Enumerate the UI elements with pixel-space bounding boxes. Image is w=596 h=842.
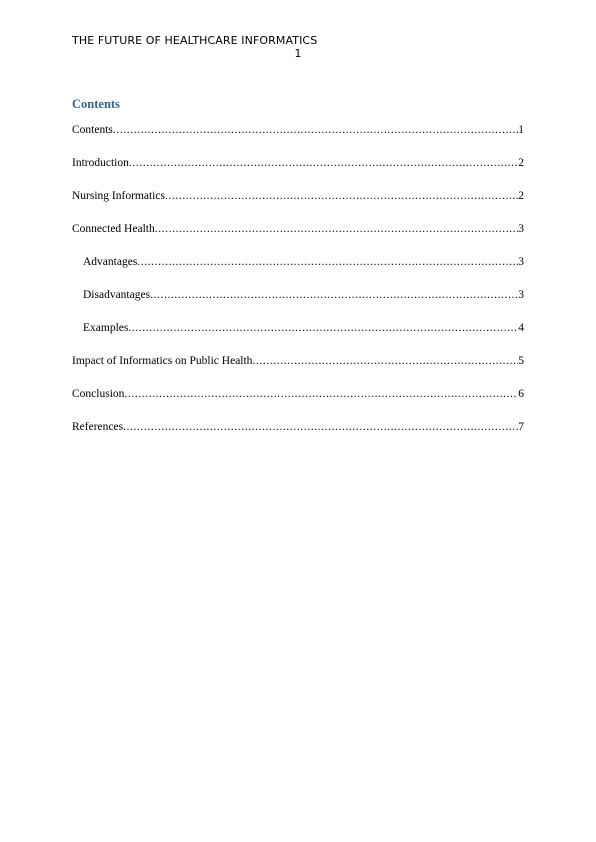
toc-entry-impact-of-informatics[interactable] xyxy=(72,355,524,388)
toc-dot-leader xyxy=(124,388,518,400)
table-of-contents xyxy=(72,124,524,454)
toc-entry-page: 4 xyxy=(518,322,524,334)
toc-entry-title: Contents xyxy=(72,124,113,136)
toc-entry-page: 3 xyxy=(518,223,524,235)
toc-entry-page: 3 xyxy=(518,256,524,268)
toc-entry-contents[interactable] xyxy=(72,124,524,157)
toc-entry-title: Impact of Informatics on Public Health xyxy=(72,355,253,367)
toc-entry-title: Nursing Informatics xyxy=(72,190,165,202)
toc-entry-title: Advantages xyxy=(83,256,138,268)
running-head: THE FUTURE OF HEALTHCARE INFORMATICS xyxy=(72,34,318,47)
toc-dot-leader xyxy=(137,256,518,268)
toc-entry-introduction[interactable] xyxy=(72,157,524,190)
toc-entry-page: 2 xyxy=(518,157,524,169)
toc-heading: Contents xyxy=(72,97,120,111)
toc-entry-title: Disadvantages xyxy=(83,289,151,301)
toc-entry-connected-health[interactable] xyxy=(72,223,524,256)
page-number-value: 1 xyxy=(294,47,302,60)
toc-entry-nursing-informatics[interactable] xyxy=(72,190,524,223)
toc-dot-leader xyxy=(155,223,519,235)
toc-entry-title: References xyxy=(72,421,124,433)
toc-entry-advantages[interactable] xyxy=(72,256,524,289)
toc-dot-leader xyxy=(128,322,518,334)
toc-entry-title: Introduction xyxy=(72,157,129,169)
toc-entry-examples[interactable] xyxy=(72,322,524,355)
toc-dot-leader xyxy=(252,355,518,367)
page-number xyxy=(72,47,524,60)
toc-entry-conclusion[interactable] xyxy=(72,388,524,421)
toc-entry-disadvantages[interactable] xyxy=(72,289,524,322)
toc-entry-page: 5 xyxy=(518,355,524,367)
toc-dot-leader xyxy=(165,190,518,202)
toc-entry-page: 2 xyxy=(518,190,524,202)
toc-entry-title: Connected Health xyxy=(72,223,155,235)
toc-entry-page: 7 xyxy=(518,421,524,433)
toc-entry-page: 6 xyxy=(518,388,524,400)
toc-dot-leader xyxy=(129,157,518,169)
toc-dot-leader xyxy=(113,124,518,136)
toc-entry-page: 3 xyxy=(518,289,524,301)
toc-entry-page: 1 xyxy=(518,124,524,136)
toc-dot-leader xyxy=(150,289,518,301)
toc-entry-title: Examples xyxy=(83,322,129,334)
toc-entry-title: Conclusion xyxy=(72,388,125,400)
toc-entry-references[interactable] xyxy=(72,421,524,454)
toc-dot-leader xyxy=(123,421,518,433)
